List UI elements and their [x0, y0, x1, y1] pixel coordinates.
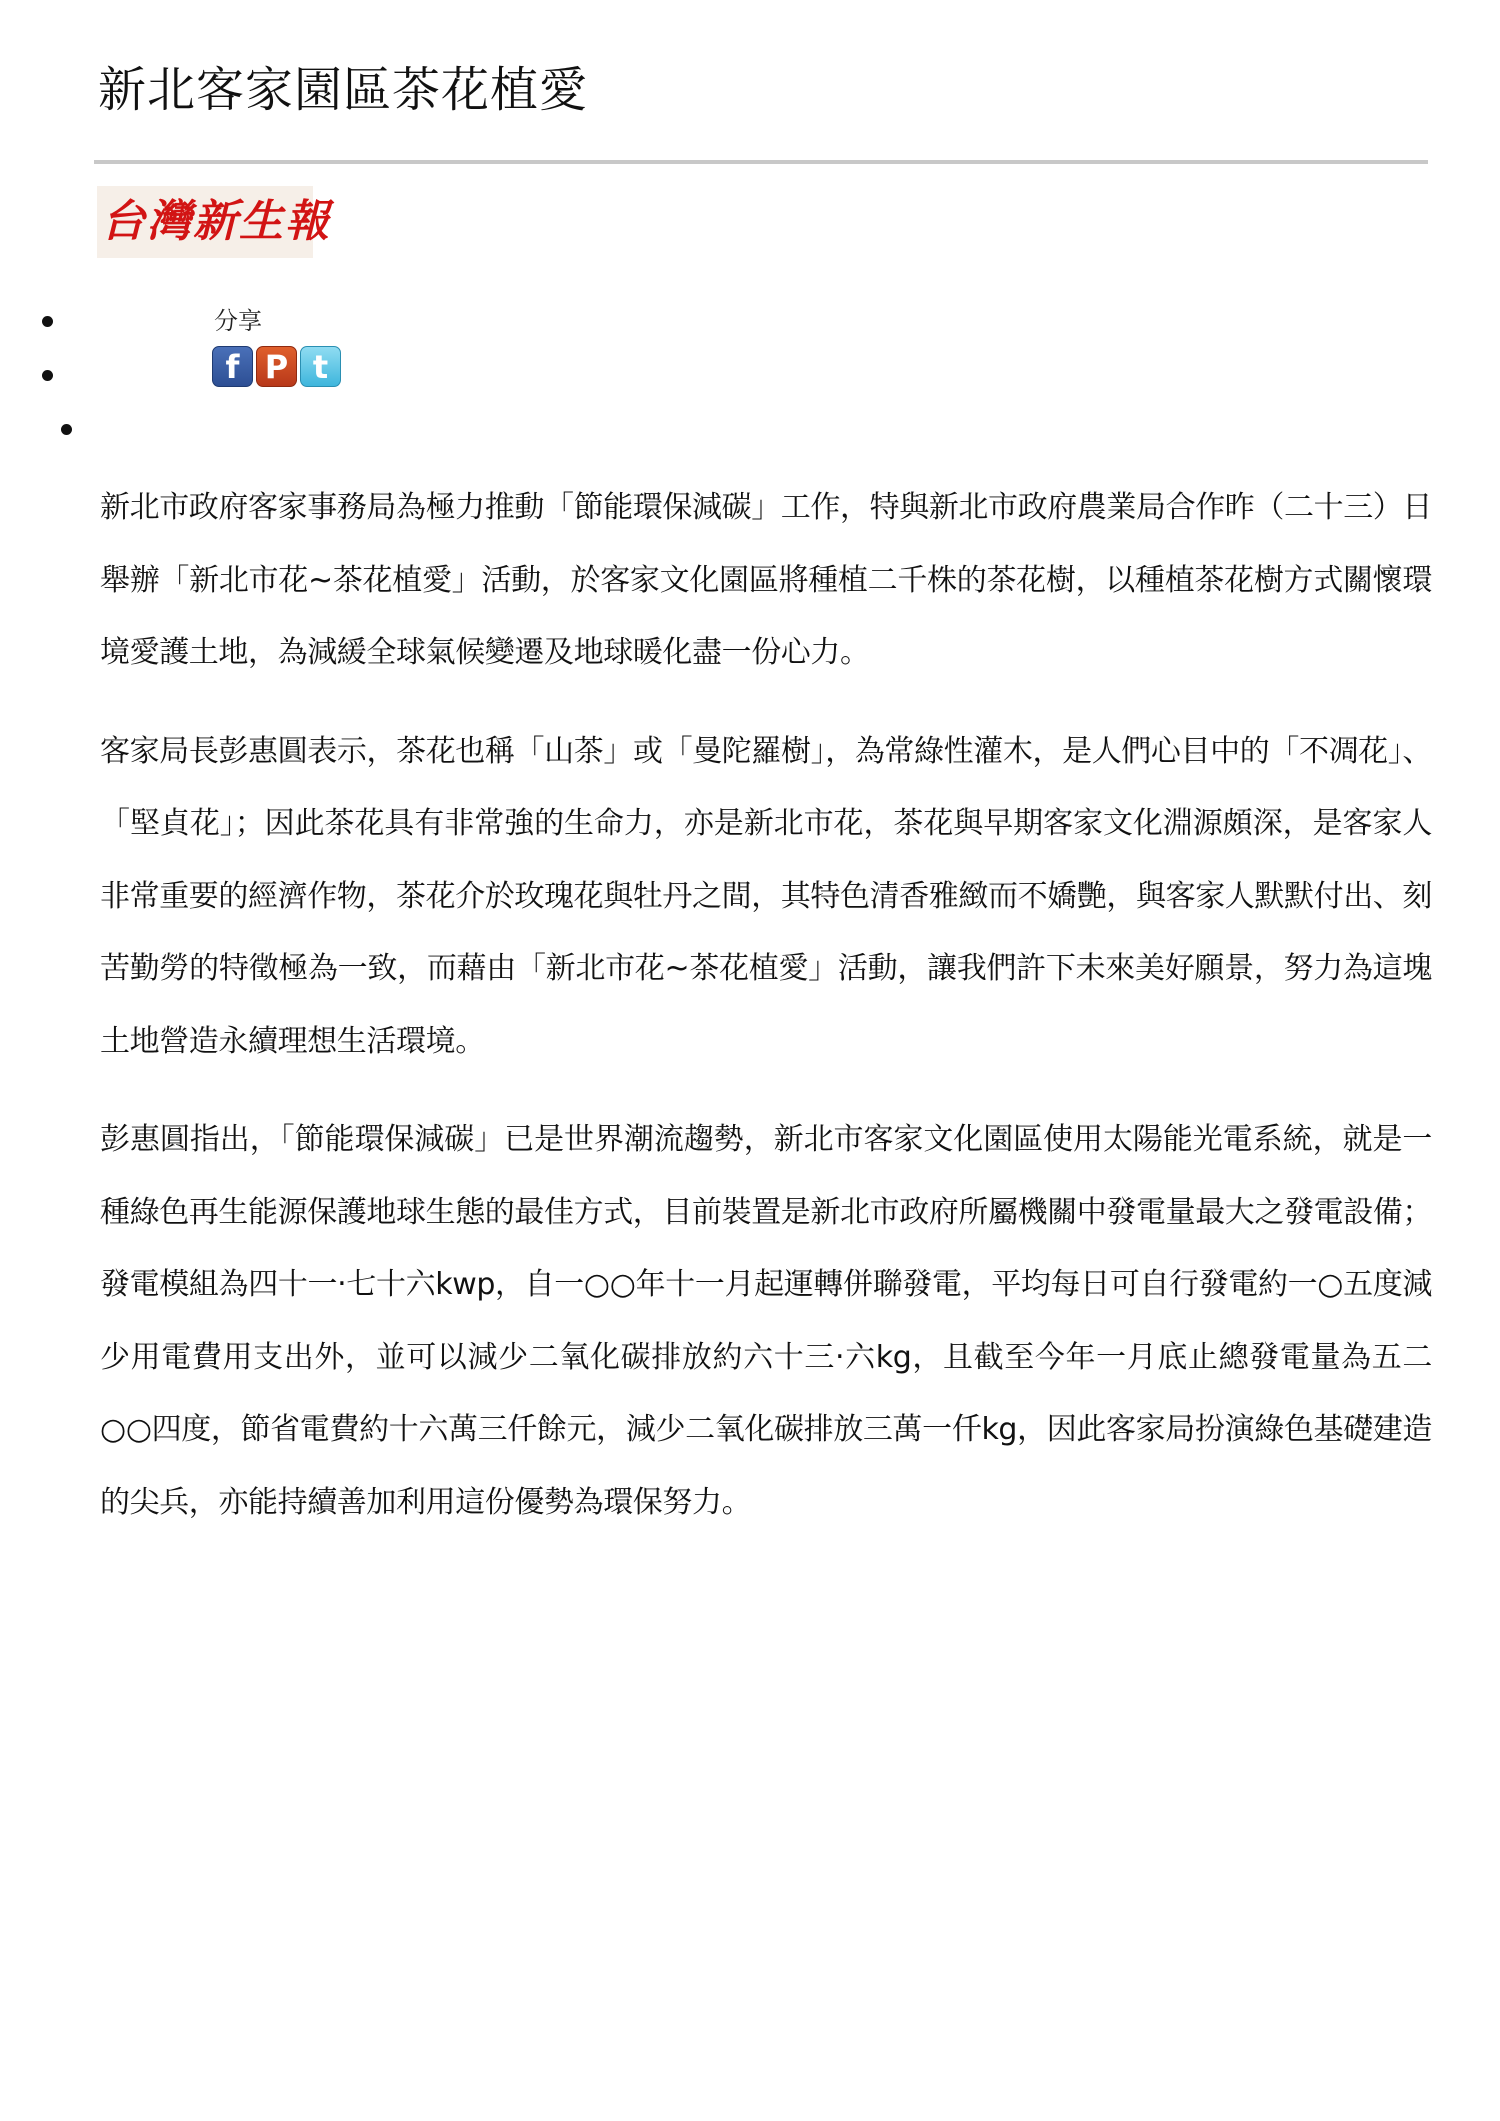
article-paragraph: 客家局長彭惠圓表示，茶花也稱「山茶」或「曼陀羅樹」，為常綠性灌木，是人們心目中的「不凋花」、「堅貞花」；因此茶花具有非常強的生命力，亦是新北市花，茶花與早期客家文化淵源頗深，是客家人非常重要的經濟作物，茶花介於玫瑰花與牡丹之間，其特色清香雅緻而不嬌艷，與客家人默默付出、刻苦勤勞的特徵極為一致，而藉由「新北市花~茶花植愛」活動，讓我們許下未來美好願景，努力為這塊土地營造永續理想生活環境。: [100, 733, 1432, 1059]
article-paragraph: 新北市政府客家事務局為極力推動「節能環保減碳」工作，特與新北市政府農業局合作昨（二十三）日舉辦「新北市花~茶花植愛」活動，於客家文化園區將種植二千株的茶花樹，以種植茶花樹方式關懷環境愛護土地，為減緩全球氣候變遷及地球暖化盡一份心力。: [100, 490, 1432, 670]
facebook-share-button[interactable]: [212, 346, 253, 387]
plurk-icon: P: [264, 347, 289, 386]
plurk-share-button[interactable]: [256, 346, 297, 387]
article-paragraph: 彭惠圓指出，「節能環保減碳」已是世界潮流趨勢，新北市客家文化園區使用太陽能光電系統，就是一種綠色再生能源保護地球生態的最佳方式，目前裝置是新北市政府所屬機關中發電量最大之發電設備；發電模組為四十一‧七十六kwp，自一○○年十一月起運轉併聯發電，平均每日可自行發電約一○五度減少用電費用支出外，並可以減少二氧化碳排放約六十三‧六kg，且截至今年一月底止總發電量為五二○○四度，節省電費約十六萬三仟餘元，減少二氧化碳排放三萬一仟kg，因此客家局扮演綠色基礎建造的尖兵，亦能持續善加利用這份優勢為環保努力。: [100, 1122, 1432, 1520]
article-body: [100, 472, 1432, 1565]
list-bullet: [42, 370, 53, 381]
share-label: 分享: [214, 307, 262, 335]
newspaper-logo-text: 台灣新生報: [101, 196, 331, 247]
title-divider: [94, 160, 1428, 164]
twitter-share-button[interactable]: [300, 346, 341, 387]
facebook-icon: f: [225, 347, 240, 386]
page-title: 新北客家園區茶花植愛: [98, 62, 589, 118]
share-buttons: [212, 346, 341, 387]
newspaper-logo: [97, 186, 331, 258]
list-bullet: [61, 424, 72, 435]
twitter-icon: t: [312, 347, 329, 386]
list-bullet: [42, 316, 53, 327]
